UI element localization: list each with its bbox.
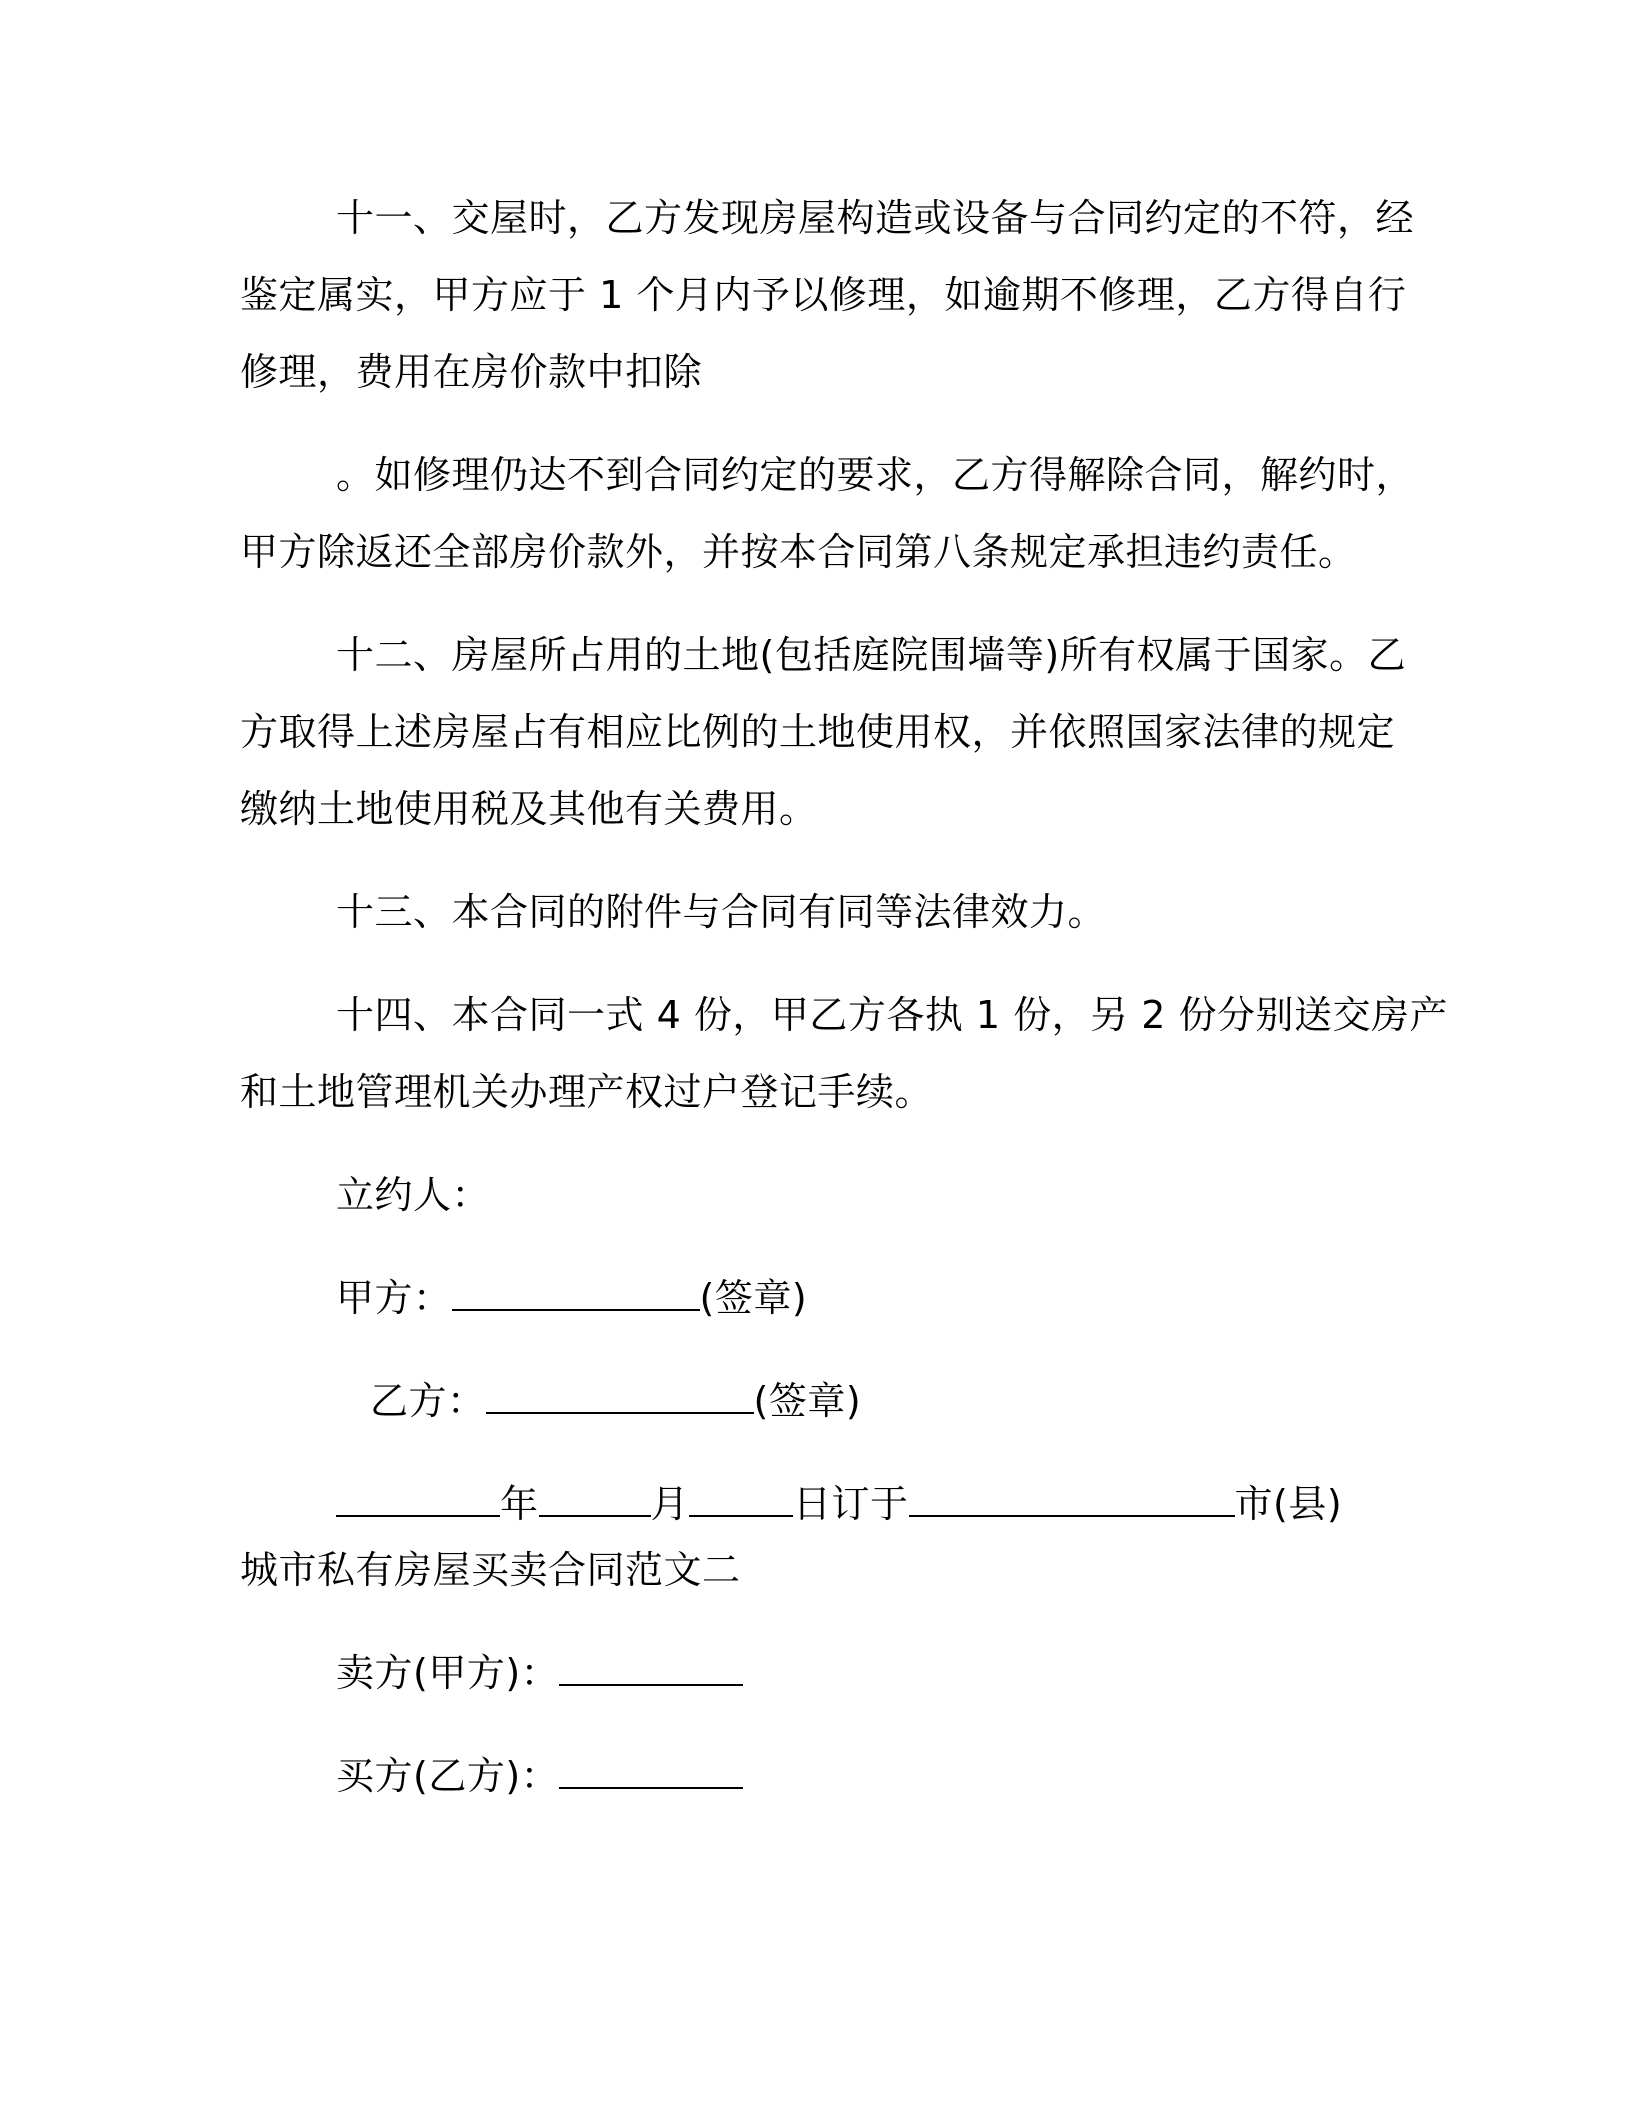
month-label: 月 xyxy=(650,1482,690,1526)
clause-11-line-3: 修理，费用在房价款中扣除 xyxy=(240,350,703,394)
buyer-line xyxy=(336,1751,743,1801)
buyer-label: 买方(乙方)： xyxy=(336,1754,560,1798)
clause-11-line-4: 。如修理仍达不到合同约定的要求，乙方得解除合同，解约时， xyxy=(336,453,1415,497)
day-blank xyxy=(689,1479,793,1517)
seller-label: 卖方(甲方)： xyxy=(336,1651,560,1695)
year-label: 年 xyxy=(500,1482,539,1526)
parties-label: 立约人： xyxy=(336,1173,491,1217)
clause-13-line-1: 十三、本合同的附件与合同有同等法律效力。 xyxy=(336,890,1107,934)
seller-line xyxy=(336,1648,743,1698)
party-b-seal: (签章) xyxy=(753,1379,862,1423)
clause-12-line-3: 缴纳土地使用税及其他有关费用。 xyxy=(240,787,818,831)
clause-11-line-1: 十一、交屋时，乙方发现房屋构造或设备与合同约定的不符，经 xyxy=(336,196,1415,240)
city-county-label: 市(县) xyxy=(1234,1482,1343,1526)
clause-11-line-5: 甲方除返还全部房价款外，并按本合同第八条规定承担违约责任。 xyxy=(240,530,1357,574)
party-a-label: 甲方： xyxy=(336,1276,452,1320)
month-blank xyxy=(539,1479,651,1517)
party-a-blank xyxy=(452,1273,700,1311)
clause-12-line-1: 十二、房屋所占用的土地(包括庭院围墙等)所有权属于国家。乙 xyxy=(336,633,1407,677)
party-a-seal: (签章) xyxy=(699,1276,808,1320)
date-place-line xyxy=(336,1479,1342,1529)
clause-14-line-1: 十四、本合同一式 4 份，甲乙方各执 1 份，另 2 份分别送交房产 xyxy=(336,993,1449,1037)
day-signed-at-label: 日订于 xyxy=(793,1482,909,1526)
clause-14-line-2: 和土地管理机关办理产权过户登记手续。 xyxy=(240,1070,934,1114)
seller-blank xyxy=(559,1648,743,1686)
party-b-blank xyxy=(486,1376,754,1414)
second-sample-title: 城市私有房屋买卖合同范文二 xyxy=(240,1548,741,1592)
place-blank xyxy=(909,1479,1235,1517)
party-b-label: 乙方： xyxy=(370,1379,486,1423)
party-a-signature-line xyxy=(336,1273,807,1323)
party-b-signature-line xyxy=(370,1376,861,1426)
buyer-blank xyxy=(559,1751,743,1789)
year-blank xyxy=(336,1479,500,1517)
clause-12-line-2: 方取得上述房屋占有相应比例的土地使用权，并依照国家法律的规定 xyxy=(240,710,1396,754)
clause-11-line-2: 鉴定属实，甲方应于 1 个月内予以修理，如逾期不修理，乙方得自行 xyxy=(240,273,1407,317)
